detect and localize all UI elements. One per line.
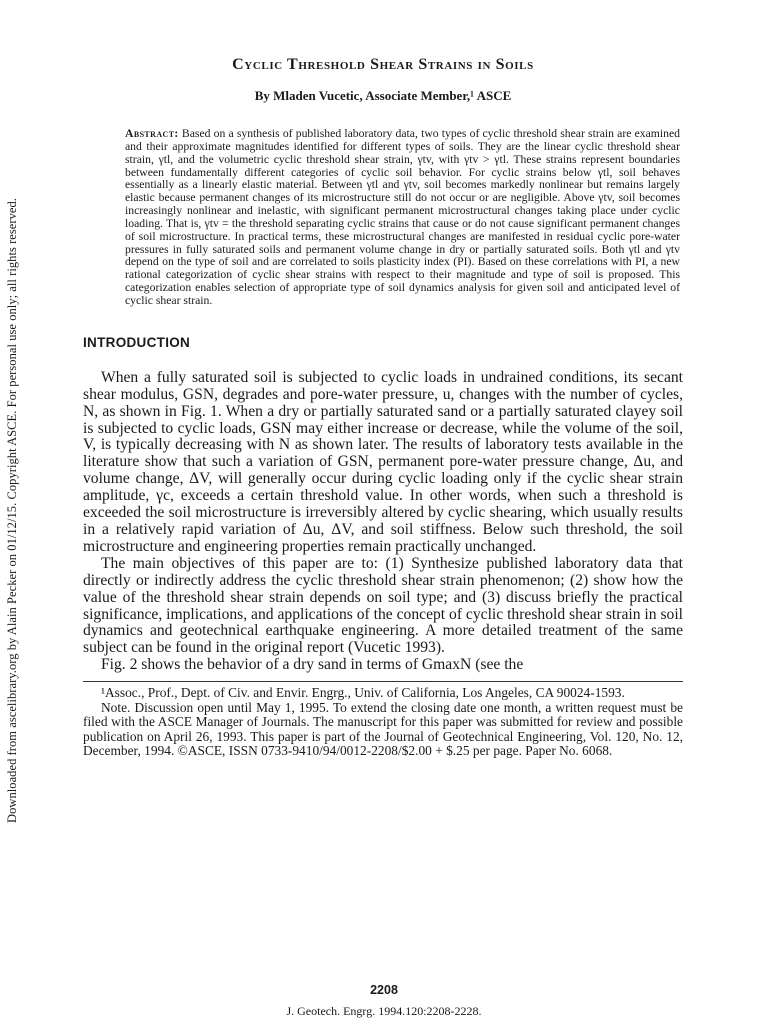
author-byline: By Mladen Vucetic, Associate Member,¹ ASCE xyxy=(254,88,512,103)
page-number: 2208 xyxy=(370,983,398,997)
abstract-text: Based on a synthesis of published laboratory data, two types of cyclic threshold shear strain are examined and their approximate magnitudes identified for different types of soils. They are the linear cyclic threshold shear strain, γtl, and the volumetric cyclic threshold shear strain, γtv, with γtv > γtl. These strains represent boundaries between fundamentally different categories of cyclic soil behavior. For cyclic strains below γtl, soil behaves essentially as a linearly elastic material. Between γtl and γtv, soil becomes markedly nonlinear but remains largely elastic because permanent changes of its microstructure still do not occur or are negligible. Above γtv, soil becomes increasingly nonlinear and inelastic, with significant permanent microstructural changes taking place under cyclic loading. That is, γtv = the threshold separating cyclic strains that cause or do not cause significant permanent changes of soil microstructure. In practical terms, these microstructural changes are manifested in residual cyclic pore-water pressures in fully saturated soils and permanent volume change in dry or partially saturated soils. Both γtl and γtv depend on the type of soil and are correlated to soils plasticity index (PI). Based on these correlations with PI, a new rational categorization of cyclic shear strains with respect to their magnitude and type of soil is proposed. This categorization enables selection of appropriate type of soil dynamics analysis for given soil and anticipated level of cyclic shear strain. xyxy=(125,127,681,307)
abstract xyxy=(125,128,680,308)
abstract-label: Abstract: xyxy=(125,127,179,140)
body-paragraph: When a fully saturated soil is subjected to cyclic loads in undrained conditions, its secant shear modulus, GSN, degrades and pore-water pressure, u, changes with the number of cycles, N, as shown in Fig. 1. When a dry or partially saturated sand or a partially saturated clayey soil is subjected to cyclic loads, GSN may either increase or decrease, while the volume of the soil, V, is typically decreasing with N as shown later. The results of laboratory tests available in the literature show that such a variation of GSN, permanent pore-water pressure change, Δu, and volume change, ΔV, will generally occur during cyclic loading only if the cyclic shear strain amplitude, γc, exceeds a certain threshold value. In other words, when such a threshold is exceeded the soil microstructure is irreversibly altered by cyclic shearing, which usually results in a relatively rapid variation of Δu, ΔV, and soil stiffness. Below such threshold, the soil microstructure and engineering properties remain practically unchanged. xyxy=(83,368,683,555)
footnotes xyxy=(83,686,683,759)
body-paragraph: The main objectives of this paper are to: (1) Synthesize published laboratory data that directly or indirectly address the cyclic threshold shear strain phenomenon; (2) show how the value of the threshold shear strain depends on soil type; and (3) discuss briefly the practical significance, implications, and applications of the concept of cyclic threshold shear strain in soil dynamics and geotechnical earthquake engineering. A more detailed treatment of the same subject can be found in the original report (Vucetic 1993). xyxy=(83,554,683,657)
footnote-affiliation: ¹Assoc., Prof., Dept. of Civ. and Envir. Engrg., Univ. of California, Los Angeles, CA 90024-1593. xyxy=(101,685,625,701)
footnote-note: Note. Discussion open until May 1, 1995. To extend the closing date one month, a written request must be filed with the ASCE Manager of Journals. The manuscript for this paper was submitted for review and possible publication on April 26, 1993. This paper is part of the Journal of Geotechnical Engineering, Vol. 120, No. 12, December, 1994. ©ASCE, ISSN 0733-9410/94/0012-2208/$2.00 + $.25 per page. Paper No. 6068. xyxy=(83,699,683,759)
section-heading-introduction: INTRODUCTION xyxy=(83,334,191,350)
paper-page xyxy=(83,56,683,759)
download-watermark xyxy=(0,180,24,840)
download-watermark-text: Downloaded from ascelibrary.org by Alain Pecker on 01/12/15. Copyright ASCE. For personal use only; all rights reserved. xyxy=(4,197,19,823)
footnote-divider xyxy=(83,681,683,682)
paper-title: Cyclic Threshold Shear Strains in Soils xyxy=(232,56,534,73)
introduction-body xyxy=(83,370,683,674)
journal-citation: J. Geotech. Engrg. 1994.120:2208-2228. xyxy=(286,1004,482,1018)
body-paragraph: Fig. 2 shows the behavior of a dry sand in terms of GmaxN (see the xyxy=(101,656,524,674)
